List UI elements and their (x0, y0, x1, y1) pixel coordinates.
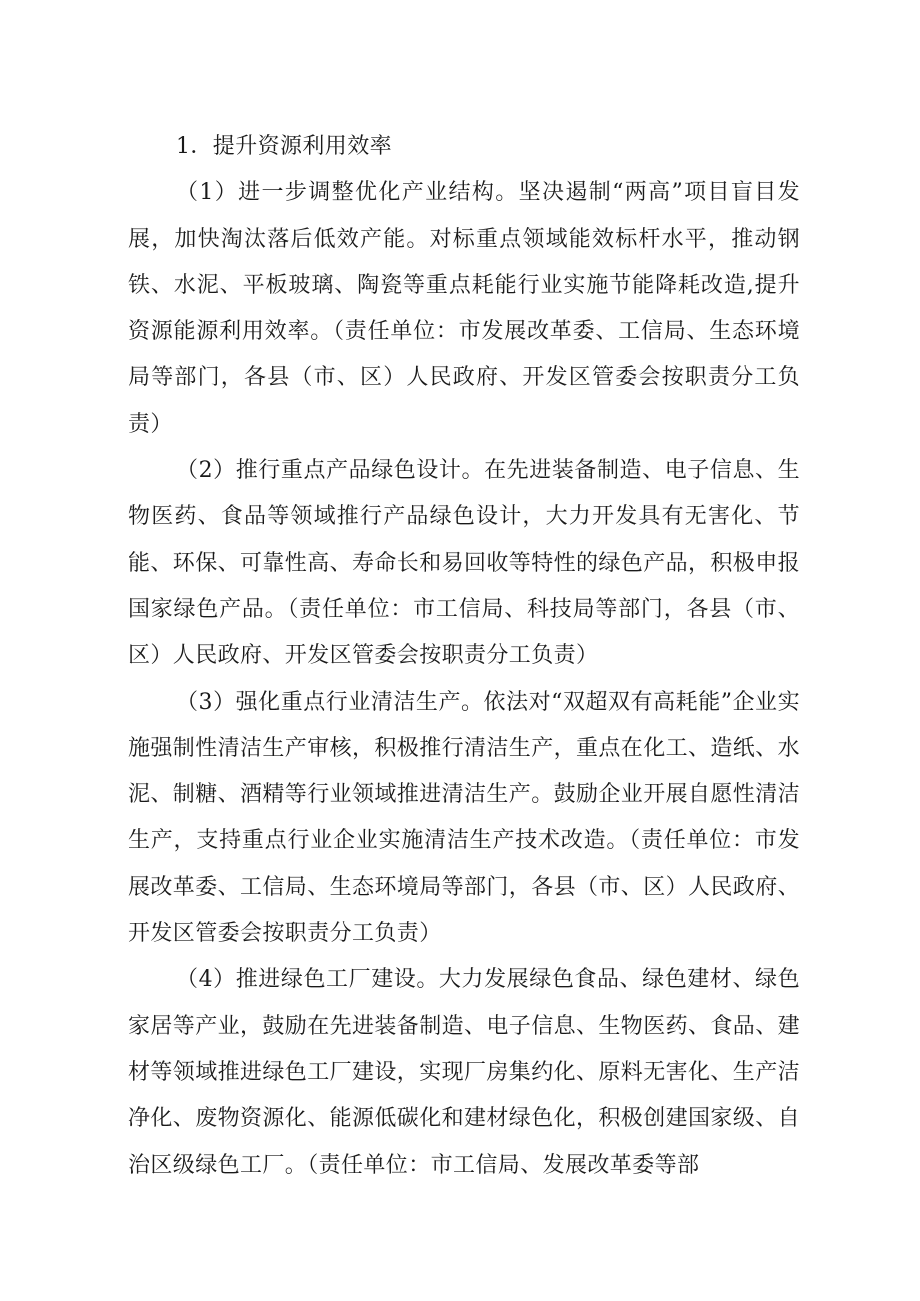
paragraph-2: （2）推行重点产品绿色设计。在先进装备制造、电子信息、生物医药、食品等领域推行产品绿色设计，大力开发具有无害化、节能、环保、可靠性高、寿命长和易回收等特性的绿色产品，积极申报国家绿色产品。（责任单位：市工信局、科技局等部门，各县（市、区）人民政府、开发区管委会按职责分工负责） (128, 458, 801, 669)
paragraph-3: （3）强化重点行业清洁生产。依法对“双超双有高耗能”企业实施强制性清洁生产审核，积极推行清洁生产，重点在化工、造纸、水泥、制糖、酒精等行业领域推进清洁生产。鼓励企业开展自愿性清洁生产，支持重点行业企业实施清洁生产技术改造。（责任单位：市发展改革委、工信局、生态环境局等部门，各县（市、区）人民政府、开发区管委会按职责分工负责） (128, 689, 801, 947)
paragraph-1: （1）进一步调整优化产业结构。坚决遏制“两高”项目盲目发展，加快淘汰落后低效产能。对标重点领域能效标杆水平，推动钢铁、水泥、平板玻璃、陶瓷等重点耗能行业实施节能降耗改造,提升资源能源利用效率。（责任单位：市发展改革委、工信局、生态环境局等部门，各县（市、区）人民政府、开发区管委会按职责分工负责） (128, 180, 800, 437)
section-heading: 1．提升资源利用效率 (176, 134, 392, 159)
document-body (128, 124, 800, 1189)
paragraph-4: （4）推进绿色工厂建设。大力发展绿色食品、绿色建材、绿色家居等产业，鼓励在先进装备制造、电子信息、生物医药、食品、建材等领域推进绿色工厂建设，实现厂房集约化、原料无害化、生产洁净化、废物资源化、能源低碳化和建材绿色化，积极创建国家级、自治区级绿色工厂。（责任单位：市工信局、发展改革委等部 (128, 967, 801, 1178)
